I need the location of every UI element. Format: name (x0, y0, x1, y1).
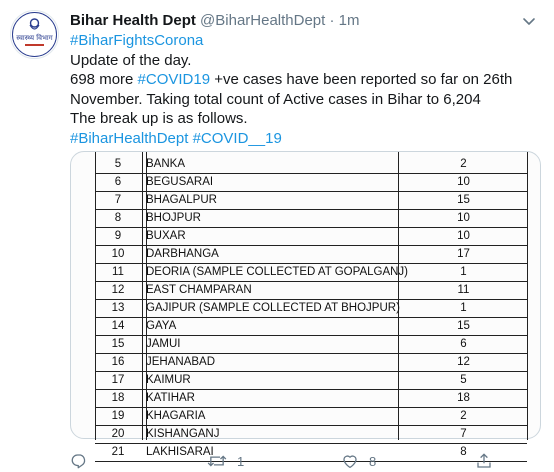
table-row (95, 282, 527, 300)
case-count: 1 (460, 302, 467, 314)
case-count: 8 (460, 446, 467, 458)
serial-number: 12 (111, 284, 125, 296)
district-name: DARBHANGA (146, 248, 219, 260)
tweet-text-segment: 698 more (70, 71, 138, 88)
case-count: 6 (460, 338, 467, 350)
serial-number: 21 (111, 446, 125, 458)
table-row (95, 390, 527, 408)
serial-number: 9 (114, 230, 122, 242)
case-count: 7 (460, 428, 467, 440)
table-row (95, 174, 527, 192)
table-row (95, 372, 527, 390)
table-row (95, 426, 527, 444)
share-button[interactable] (475, 452, 493, 470)
tweet-line (70, 109, 540, 129)
chevron-down-icon[interactable] (520, 12, 538, 30)
serial-number: 10 (111, 248, 125, 260)
case-count: 2 (460, 158, 467, 170)
tweet-actions (70, 448, 540, 472)
tweet-text-segment: +ve cases have been reported so far on 26th (210, 71, 513, 88)
timestamp[interactable]: 1m (338, 12, 360, 29)
hashtag-link[interactable]: #BiharFightsCorona (70, 32, 204, 49)
case-count: 10 (457, 212, 470, 224)
district-name: JAMUI (146, 338, 181, 350)
district-name: EAST CHAMPARAN (146, 284, 252, 296)
case-count: 1 (460, 266, 467, 278)
table-row (95, 408, 527, 426)
serial-number: 19 (111, 410, 125, 422)
logo-icon (11, 11, 58, 58)
serial-number: 15 (111, 338, 125, 350)
tweet-image[interactable] (70, 151, 541, 458)
district-name: BEGUSARAI (146, 176, 214, 188)
tweet-line (70, 90, 540, 110)
tweet-line (70, 31, 540, 51)
tweet-text-segment: Update of the day. (70, 51, 192, 69)
reply-button[interactable] (70, 452, 98, 470)
table-row (95, 318, 527, 336)
serial-number: 20 (111, 428, 125, 440)
table-row (95, 192, 527, 210)
separator-dot: · (329, 12, 335, 29)
case-count: 10 (457, 230, 470, 242)
table-row (95, 300, 527, 318)
avatar[interactable] (10, 10, 59, 59)
serial-number: 17 (111, 374, 125, 386)
case-count: 12 (457, 356, 470, 368)
tweet-header (70, 11, 360, 31)
case-count: 5 (460, 374, 467, 386)
serial-number: 8 (114, 212, 122, 224)
retweet-icon (207, 452, 227, 470)
district-name: BUXAR (146, 230, 186, 242)
display-name[interactable]: Bihar Health Dept (70, 12, 196, 29)
district-name: KISHANGANJ (146, 428, 220, 440)
share-icon (475, 452, 493, 470)
district-name: BHOJPUR (146, 212, 201, 224)
tweet-line (70, 129, 540, 149)
table-row (95, 264, 527, 282)
tweet-text-segment: November. Taking total count of Active cases in Bihar to 6,204 (70, 90, 481, 108)
serial-number: 18 (111, 392, 125, 404)
case-count: 18 (457, 392, 470, 404)
table-row (95, 228, 527, 246)
table-row (95, 156, 527, 174)
district-name: BANKA (146, 158, 185, 170)
case-count: 2 (460, 410, 467, 422)
district-name: KAIMUR (146, 374, 191, 386)
district-name: KATIHAR (146, 392, 195, 404)
district-name: JEHANABAD (146, 356, 216, 368)
district-name: BHAGALPUR (146, 194, 217, 206)
serial-number: 6 (114, 176, 122, 188)
hashtag-link[interactable]: #BiharHealthDept (70, 129, 189, 147)
tweet-text-segment: The break up is as follows. (70, 110, 248, 127)
serial-number: 16 (111, 356, 125, 368)
serial-number: 11 (112, 266, 124, 278)
hashtag-link[interactable]: #COVID__19 (192, 129, 282, 147)
table-row (95, 246, 527, 264)
reply-icon (70, 452, 88, 470)
district-name: KHAGARIA (146, 410, 206, 422)
serial-number: 14 (111, 320, 125, 332)
district-table (71, 152, 542, 458)
district-name: GAJIPUR (SAMPLE COLLECTED AT BHOJPUR) (146, 302, 400, 314)
case-count: 11 (457, 284, 470, 296)
district-name: GAYA (146, 320, 177, 332)
tweet-line (70, 51, 540, 71)
case-count: 17 (457, 248, 470, 260)
case-count: 15 (457, 194, 470, 206)
retweet-button[interactable] (207, 452, 244, 470)
table-row (95, 210, 527, 228)
like-count: 8 (369, 453, 377, 469)
user-handle[interactable]: @BiharHealthDept (200, 12, 326, 29)
table-row (95, 354, 527, 372)
case-count: 10 (457, 176, 470, 188)
district-name: DEORIA (SAMPLE COLLECTED AT GOPALGANJ) (146, 266, 409, 278)
table-row (95, 336, 527, 354)
table-body (95, 156, 527, 462)
case-count: 15 (457, 320, 470, 332)
district-name: LAKHISARAI (146, 446, 214, 458)
avatar-text: स्वास्थ्य विभाग (16, 34, 53, 42)
tweet-text (70, 31, 540, 148)
like-button[interactable] (341, 452, 376, 470)
serial-number: 13 (111, 302, 125, 314)
serial-number: 7 (114, 194, 122, 206)
retweet-count: 1 (237, 453, 245, 469)
hashtag-link[interactable]: #COVID19 (137, 71, 211, 88)
serial-number: 5 (114, 158, 122, 170)
tweet-line (70, 70, 540, 90)
like-icon (341, 452, 359, 470)
